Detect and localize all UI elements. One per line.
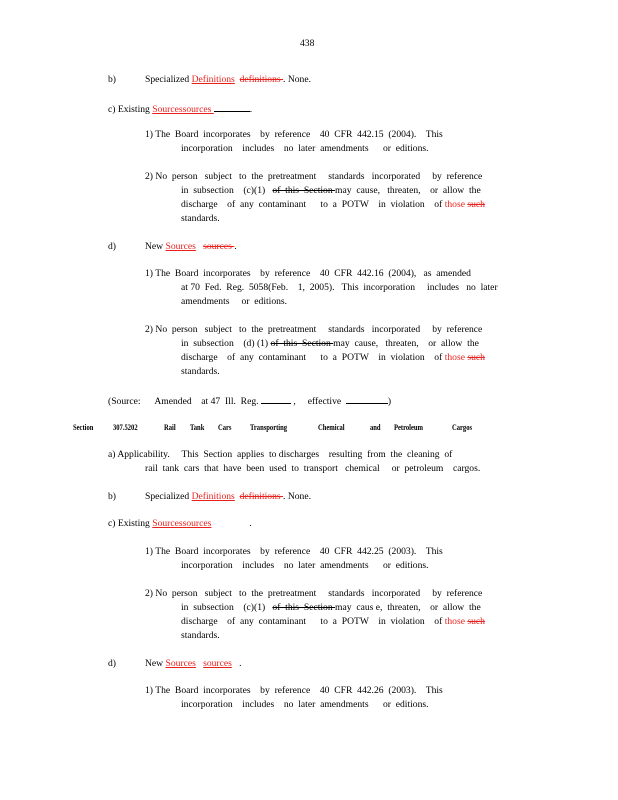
- deleted-text: sources: [203, 241, 235, 252]
- item-d2s-text-b: .: [239, 658, 242, 669]
- item-c1-line2: incorporation includes no later amendments or editions.: [181, 143, 429, 154]
- section-heading-number: 307.5202: [113, 423, 138, 432]
- section-heading-word: Cars: [218, 423, 232, 432]
- item-b2-text: [145, 491, 311, 503]
- inserted-text-2: sources: [203, 658, 232, 669]
- item-d-text-a: New: [145, 241, 166, 252]
- item-a-line1: a) Applicability. This Section applies to discharges resulting from the cleaning of: [108, 449, 453, 460]
- item-c2s2-line4: standards.: [181, 630, 220, 641]
- item-d2-line2a: in subsection (d) (1): [181, 338, 271, 349]
- item-b-text-a: Specialized: [145, 74, 192, 85]
- source-text-c: ): [387, 396, 392, 407]
- item-c2s-text-b: .: [249, 518, 252, 529]
- item-d2-line1: 2) No person subject to the pretreatment standards incorporated by reference: [145, 324, 483, 335]
- section-heading-word: Chemical: [318, 423, 345, 432]
- item-b-label: b): [108, 74, 116, 85]
- item-d2-line3a: discharge of any contaminant to a POTW in violation of: [181, 352, 445, 363]
- item-d1-line2: at 70 Fed. Reg. 5058(Feb. 1, 2005). This incorporation includes no later: [181, 282, 498, 293]
- item-c-text: [108, 102, 252, 116]
- item-d2-line2: [181, 338, 479, 350]
- underline-blank: [261, 394, 291, 404]
- item-c2s-label: c) Existing: [108, 518, 153, 529]
- item-d-text: [145, 241, 237, 253]
- item-c2s1-line2: incorporation includes no later amendments or editions.: [181, 560, 429, 571]
- item-c2-line2: [181, 185, 481, 197]
- item-d1-line1: 1) The Board incorporates by reference 40 CFR 442.16 (2004), as amended: [145, 268, 471, 279]
- deleted-text: such: [467, 352, 485, 363]
- item-c2s2-line2b: may caus e, threaten, or allow the: [335, 602, 481, 613]
- item-d2-line4: standards.: [181, 366, 220, 377]
- inserted-text: Definitions: [191, 74, 235, 85]
- section-heading-word: Cargos: [452, 423, 473, 432]
- inserted-text: those: [444, 199, 465, 210]
- inserted-text: Sources: [165, 241, 196, 252]
- source-text-a: (Source: Amended at 47 Ill. Reg.: [108, 396, 261, 407]
- deleted-text: of this Section: [270, 338, 334, 349]
- deleted-text: of this Section: [272, 185, 336, 196]
- item-d2s-text: [145, 658, 241, 670]
- deleted-text: such: [467, 616, 485, 627]
- item-b2-text-a: Specialized: [145, 491, 192, 502]
- deleted-text: definitions: [239, 74, 284, 85]
- underline-blank: [214, 102, 250, 112]
- section-heading-word: Rail: [164, 423, 176, 432]
- item-c2s2-line3: [181, 616, 485, 628]
- item-b-text-b: . None.: [283, 74, 312, 85]
- item-d2s-text-a: New: [145, 658, 166, 669]
- underline-blank: [346, 394, 388, 404]
- inserted-text: Sources: [152, 104, 183, 115]
- item-c2s2-line1: 2) No person subject to the pretreatment standards incorporated by reference: [145, 588, 483, 599]
- item-c2s-text: [108, 518, 252, 530]
- inserted-text-2: sources: [182, 104, 214, 115]
- section-heading-word: Petroleum: [394, 423, 424, 432]
- section-heading-word: Transporting: [250, 423, 288, 432]
- item-c2-line1: 2) No person subject to the pretreatment standards incorporated by reference: [145, 171, 483, 182]
- deleted-text: definitions: [239, 491, 284, 502]
- item-d2-line2b: may cause, threaten, or allow the: [333, 338, 479, 349]
- item-c2s2-line2: [181, 602, 481, 614]
- item-c2s2-line3a: discharge of any contaminant to a POTW in violation of: [181, 616, 445, 627]
- deleted-text: such: [467, 199, 485, 210]
- item-d-label: d): [108, 241, 116, 252]
- deleted-text: of this Section: [272, 602, 336, 613]
- item-c2s1-line1: 1) The Board incorporates by reference 40 CFR 442.25 (2003). This: [145, 546, 443, 557]
- inserted-text: Sources: [165, 658, 196, 669]
- item-d2s1-line2: incorporation includes no later amendments or editions.: [181, 699, 429, 710]
- item-c-text-b: .: [249, 104, 253, 115]
- page-number: 438: [300, 38, 315, 49]
- item-c2-line3: [181, 199, 485, 211]
- inserted-text: those: [444, 352, 465, 363]
- section-heading-word: and: [370, 423, 381, 432]
- item-d2s1-line1: 1) The Board incorporates by reference 40 CFR 442.26 (2003). This: [145, 685, 443, 696]
- source-text-b: , effective: [290, 396, 346, 407]
- inserted-text: Definitions: [191, 491, 235, 502]
- item-d2s-label: d): [108, 658, 116, 669]
- item-d-text-b: .: [234, 241, 237, 252]
- item-a-line2: rail tank cars that have been used to transport chemical or petroleum cargos.: [145, 463, 481, 474]
- item-c2-line2a: in subsection (c)(1): [181, 185, 273, 196]
- item-c2-line2b: may cause, threaten, or allow the: [335, 185, 481, 196]
- item-b2-text-b: . None.: [283, 491, 312, 502]
- item-c1-line1: 1) The Board incorporates by reference 40 CFR 442.15 (2004). This: [145, 129, 443, 140]
- section-heading-label: Section: [73, 423, 94, 432]
- source-note: [108, 394, 391, 408]
- item-c2-line4: standards.: [181, 213, 220, 224]
- item-c2-line3a: discharge of any contaminant to a POTW in violation of: [181, 199, 445, 210]
- inserted-text: those: [444, 616, 465, 627]
- item-d2-line3: [181, 352, 485, 364]
- section-heading-word: Tank: [190, 423, 205, 432]
- item-d1-line3: amendments or editions.: [181, 296, 288, 307]
- item-c2s2-line2a: in subsection (c)(1): [181, 602, 273, 613]
- item-c-label: c) Existing: [108, 104, 153, 115]
- inserted-text: Sourcessources: [152, 518, 212, 529]
- item-b-text: [145, 74, 311, 86]
- item-b2-label: b): [108, 491, 116, 502]
